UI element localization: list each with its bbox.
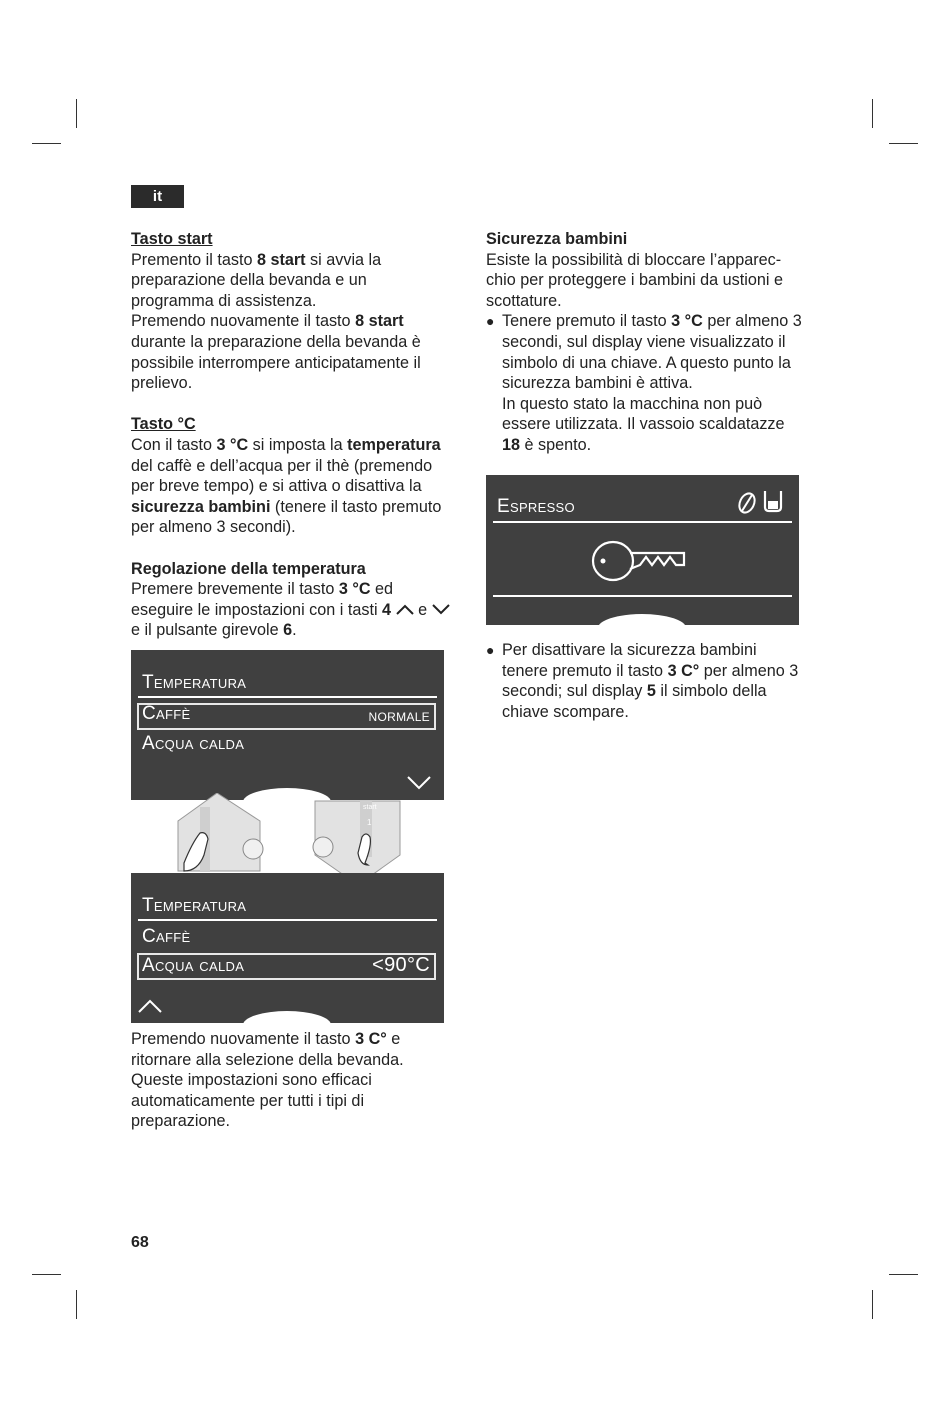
- closing-line: Premendo nuovamente il tasto 3 C° e: [131, 1030, 401, 1048]
- bullet-line: essere utilizzata. Il vassoio scaldatazze: [502, 415, 785, 434]
- crop-mark: [872, 1290, 873, 1319]
- bullet-line: tenere premuto il tasto 3 C° per almeno 3: [502, 661, 799, 680]
- cup-icon: [761, 487, 785, 513]
- sicurezza-line: Esiste la possibilità di bloccare l’apparec-: [486, 250, 782, 269]
- start-number: 1: [367, 818, 372, 827]
- button-press-illustration: [170, 793, 420, 885]
- page-number: 68: [131, 1234, 149, 1251]
- right-column: [486, 229, 826, 456]
- tasto-c-line: sicurezza bambini (tenere il tasto premuto: [131, 497, 442, 516]
- tasto-c-heading: Tasto °C: [131, 415, 196, 434]
- tasto-c-line: per almeno 3 secondi).: [131, 518, 296, 537]
- chevron-up-icon: [137, 998, 163, 1014]
- bullet-item: ● Tenere premuto il tasto 3 °C per almeno 3: [486, 311, 826, 332]
- crop-mark: [872, 99, 873, 128]
- tasto-start-line: prelievo.: [131, 374, 193, 393]
- regolazione-heading: Regolazione della temperatura: [131, 559, 366, 578]
- temperature-display-2: [131, 873, 444, 1023]
- row-caffe-label: Caffè: [142, 926, 191, 947]
- bullet-line: 18 è spento.: [502, 435, 592, 454]
- tasto-c-line: del caffè e dell’acqua per il thè (premendo: [131, 456, 433, 475]
- bullet-line: sicurezza bambini è attiva.: [502, 374, 693, 393]
- sicurezza-line: chio per proteggere i bambini da ustioni e: [486, 271, 783, 290]
- display-divider: [493, 595, 792, 597]
- tasto-start-line: Premendo nuovamente il tasto 8 start: [131, 312, 404, 331]
- tasto-start-line: possibile interrompere anticipatamente il: [131, 353, 421, 372]
- row-caffe-label: Caffè: [142, 703, 191, 724]
- regolazione-line: Premere brevemente il tasto 3 °C ed: [131, 580, 394, 599]
- crop-mark: [32, 1274, 61, 1275]
- left-closing-text: [131, 1029, 471, 1132]
- chevron-up-icon: [396, 604, 414, 615]
- bullet-line: In questo stato la macchina non può: [502, 394, 763, 413]
- right-bullet-2: [486, 640, 826, 722]
- bullet-item: ● Per disattivare la sicurezza bambini: [486, 640, 826, 661]
- display-divider: [493, 521, 792, 523]
- tasto-start-line: durante la preparazione della bevanda è: [131, 332, 421, 351]
- chevron-down-icon: [432, 604, 450, 615]
- crop-mark: [76, 99, 77, 128]
- closing-line: preparazione.: [131, 1112, 230, 1131]
- closing-line: Queste impostazioni sono efficaci: [131, 1071, 372, 1090]
- sicurezza-line: scottature.: [486, 291, 562, 310]
- left-column: [131, 229, 471, 641]
- crop-mark: [889, 143, 918, 144]
- tasto-c-line: Con il tasto 3 °C si imposta la temperatura: [131, 435, 441, 454]
- tasto-start-line: programma di assistenza.: [131, 291, 317, 310]
- display-title: Temperatura: [142, 895, 247, 916]
- tasto-start-line: Premento il tasto 8 start si avvia la: [131, 250, 382, 269]
- row-acqua-label: Acqua calda: [142, 955, 245, 976]
- row-caffe-value: normale: [368, 706, 430, 725]
- display-divider: [138, 919, 437, 921]
- crop-mark: [76, 1290, 77, 1319]
- key-icon: [590, 537, 690, 587]
- regolazione-line: e il pulsante girevole 6.: [131, 621, 297, 640]
- display-title: Espresso: [497, 496, 575, 517]
- start-label: start: [363, 804, 377, 811]
- tasto-start-line: preparazione della bevanda e un: [131, 271, 367, 290]
- coffee-bean-icon: [737, 491, 757, 515]
- display-title: Temperatura: [142, 672, 247, 693]
- closing-line: ritornare alla selezione della bevanda.: [131, 1050, 404, 1069]
- display-knob-bump: [598, 614, 686, 625]
- tasto-c-line: per breve tempo) e si attiva o disattiva la: [131, 477, 422, 496]
- crop-mark: [32, 143, 61, 144]
- language-tab: it: [131, 185, 184, 208]
- sicurezza-heading: Sicurezza bambini: [486, 230, 628, 248]
- display-knob-bump: [243, 1011, 331, 1023]
- bullet-line: simbolo di una chiave. A questo punto la: [502, 353, 791, 372]
- row-acqua-label: Acqua calda: [142, 733, 245, 754]
- closing-line: automaticamente per tutti i tipi di: [131, 1091, 365, 1110]
- bullet-line: secondi; sul display 5 il simbolo della: [502, 682, 767, 701]
- temperature-display-1: [131, 650, 444, 800]
- tasto-start-heading: Tasto start: [131, 230, 213, 248]
- regolazione-line: eseguire le impostazioni con i tasti 4 e: [131, 600, 471, 621]
- bullet-line: chiave scompare.: [502, 702, 629, 721]
- display-divider: [138, 696, 437, 698]
- bullet-line: secondi, sul display viene visualizzato il: [502, 332, 786, 351]
- crop-mark: [889, 1274, 918, 1275]
- espresso-lock-display: [486, 475, 799, 625]
- row-acqua-value: <90°C: [372, 954, 430, 976]
- chevron-down-icon: [406, 775, 432, 791]
